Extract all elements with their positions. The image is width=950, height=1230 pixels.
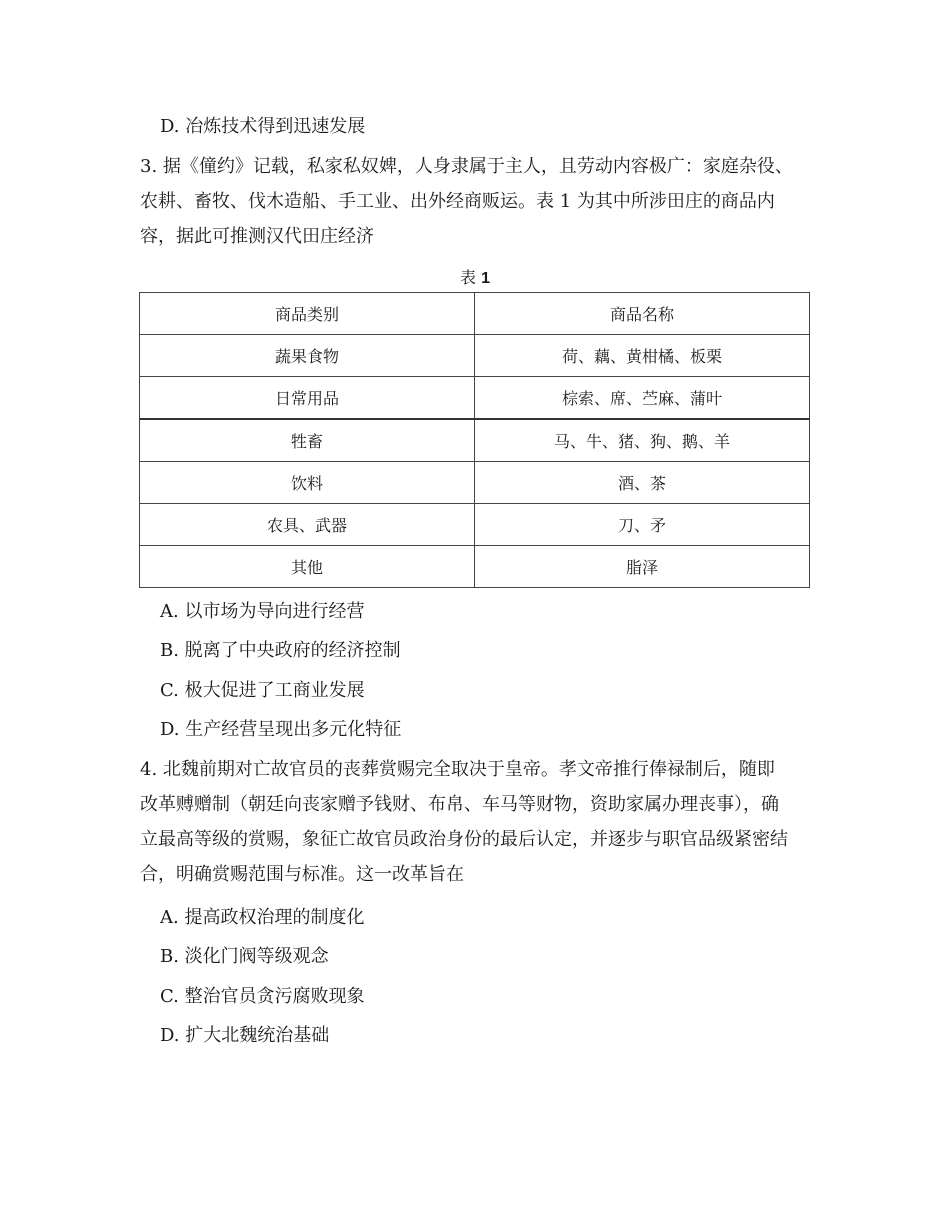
goods-table: [139, 292, 810, 588]
cell-name: 刀、矛: [475, 504, 810, 546]
table-row: [140, 335, 810, 377]
table-row: [140, 419, 810, 462]
question-4-line-3: 立最高等级的赏赐，象征亡故官员政治身份的最后认定，并逐步与职官品级紧密结: [140, 829, 788, 850]
question-4-option-b: B. 淡化门阀等级观念: [160, 946, 329, 967]
prev-question-option-d: D. 冶炼技术得到迅速发展: [160, 116, 366, 137]
question-3-option-d: D. 生产经营呈现出多元化特征: [160, 719, 402, 740]
question-4-option-d: D. 扩大北魏统治基础: [160, 1025, 330, 1046]
header-name: 商品名称: [475, 293, 810, 335]
question-3-option-a: A. 以市场为导向进行经营: [160, 601, 365, 622]
question-3-line-3: 容，据此可推测汉代田庄经济: [140, 226, 374, 247]
question-4-line-4: 合，明确赏赐范围与标准。这一改革旨在: [140, 864, 464, 885]
question-4-option-c: C. 整治官员贪污腐败现象: [160, 986, 365, 1007]
cell-name: 马、牛、猪、狗、鹅、羊: [475, 419, 810, 462]
question-4-line-2: 改革赙赠制（朝廷向丧家赠予钱财、布帛、车马等财物，资助家属办理丧事），确: [140, 794, 779, 815]
question-3-line-1: 3. 据《僮约》记载，私家私奴婢，人身隶属于主人，且劳动内容极广：家庭杂役、: [140, 156, 793, 177]
table-row: [140, 504, 810, 546]
question-4-option-a: A. 提高政权治理的制度化: [160, 907, 365, 928]
question-3-option-c: C. 极大促进了工商业发展: [160, 680, 365, 701]
table-row: [140, 377, 810, 420]
cell-name: 棕索、席、苎麻、蒲叶: [475, 377, 810, 420]
cell-name: 荷、藕、黄柑橘、板栗: [475, 335, 810, 377]
cell-category: 日常用品: [140, 377, 475, 420]
question-4-line-1: 4. 北魏前期对亡故官员的丧葬赏赐完全取决于皇帝。孝文帝推行俸禄制后，随即: [140, 759, 775, 780]
cell-category: 农具、武器: [140, 504, 475, 546]
cell-name: 酒、茶: [475, 462, 810, 504]
table-header-row: [140, 293, 810, 335]
cell-category: 蔬果食物: [140, 335, 475, 377]
table-caption: [0, 268, 950, 289]
question-3-option-b: B. 脱离了中央政府的经济控制: [160, 640, 401, 661]
cell-category: 其他: [140, 546, 475, 588]
cell-category: 牲畜: [140, 419, 475, 462]
table-caption-prefix: 表: [459, 268, 476, 287]
cell-category: 饮料: [140, 462, 475, 504]
table-caption-number: 1: [481, 270, 490, 287]
table-row: [140, 462, 810, 504]
cell-name: 脂泽: [475, 546, 810, 588]
table-row: [140, 546, 810, 588]
question-3-line-2: 农耕、畜牧、伐木造船、手工业、出外经商贩运。表 1 为其中所涉田庄的商品内: [140, 191, 775, 212]
header-category: 商品类别: [140, 293, 475, 335]
